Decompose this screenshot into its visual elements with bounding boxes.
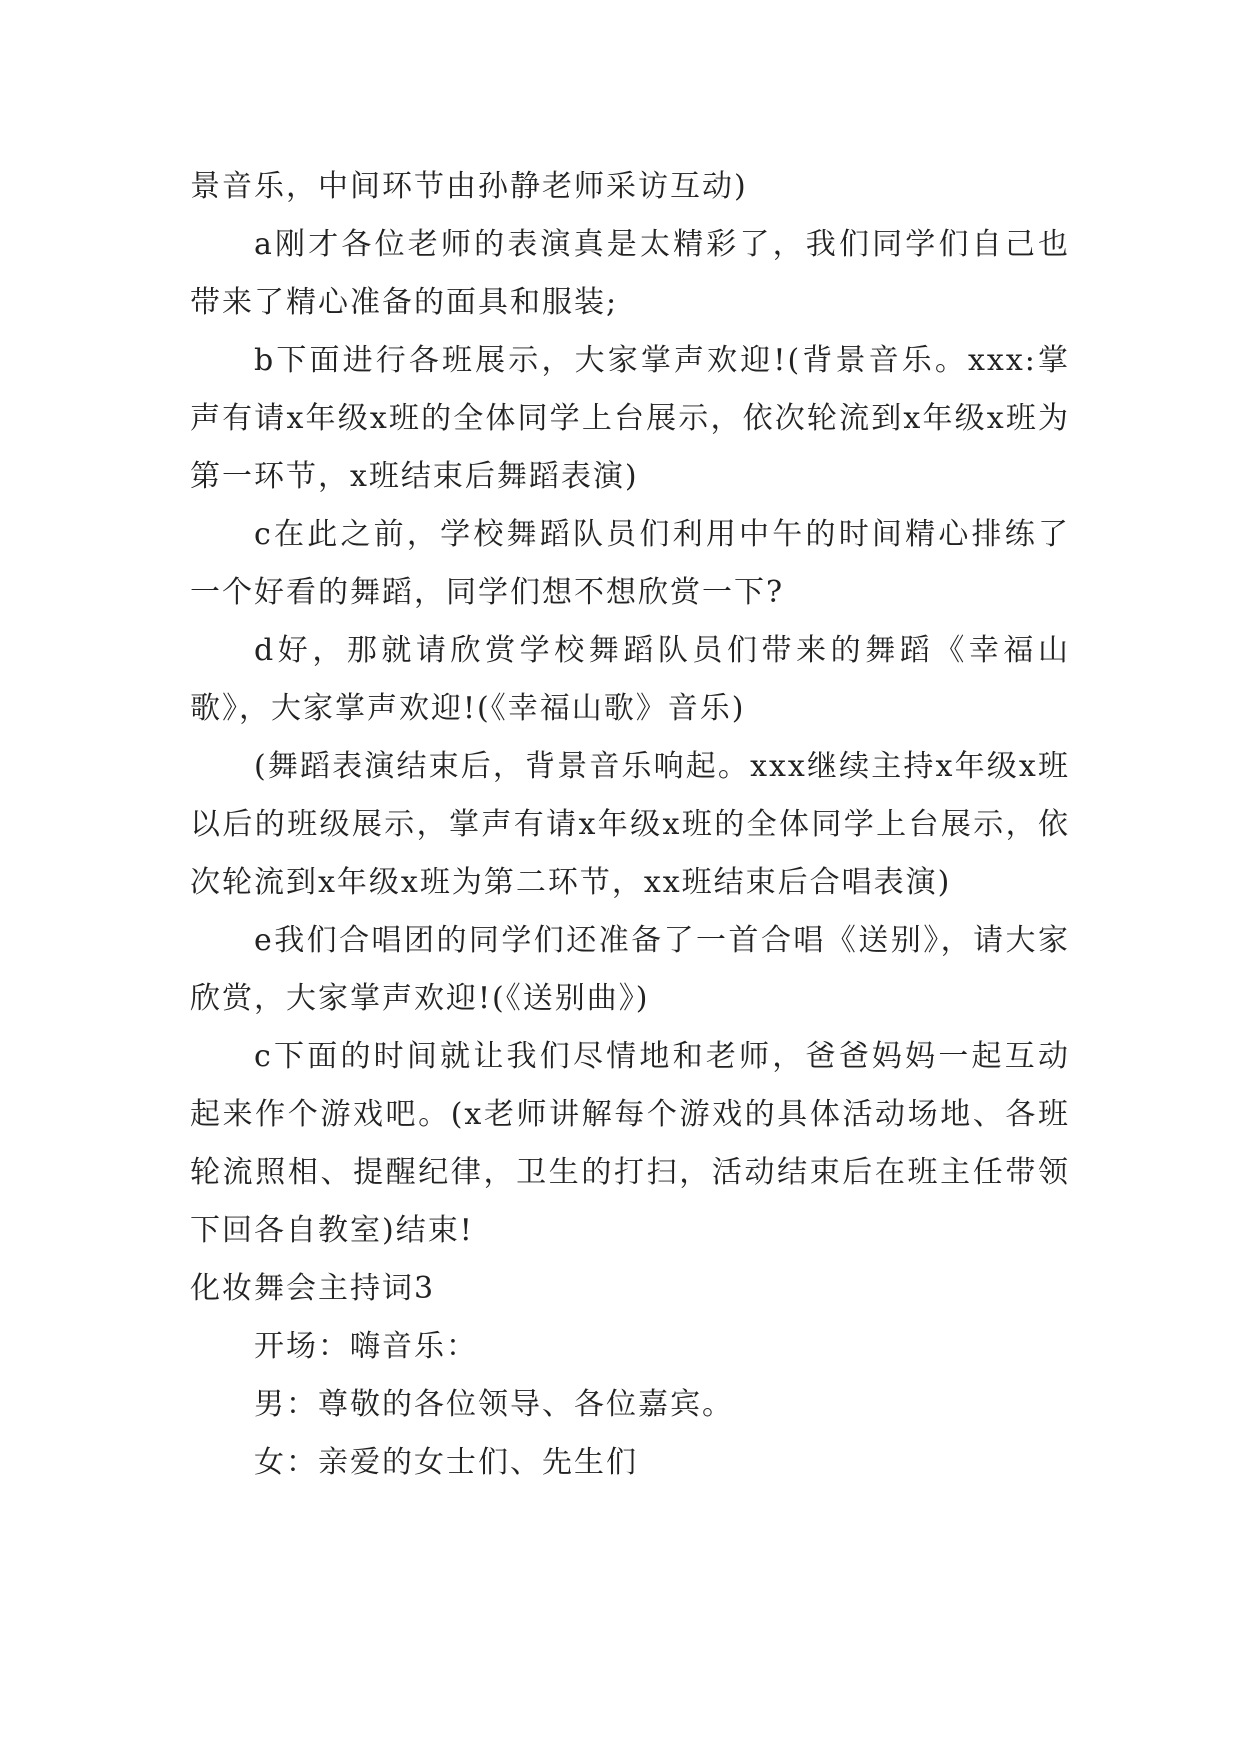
paragraph-stage-note: (舞蹈表演结束后，背景音乐响起。xxx继续主持x年级x班以后的班级展示，掌声有请x年级x班的全体同学上台展示，依次轮流到x年级x班为第二环节，xx班结束后合唱表演) (190, 749, 1070, 900)
paragraph-c: c在此之前，学校舞蹈队员们利用中午的时间精心排练了一个好看的舞蹈，同学们想不想欣赏一下? (190, 517, 1070, 610)
document-body (190, 158, 1070, 1492)
paragraph-b: b下面进行各班展示，大家掌声欢迎!(背景音乐。xxx:掌声有请x年级x班的全体同学上台展示，依次轮流到x年级x班为第一环节，x班结束后舞蹈表演) (190, 343, 1070, 494)
paragraph-e: e我们合唱团的同学们还准备了一首合唱《送别》，请大家欣赏，大家掌声欢迎!(《送别曲》) (190, 923, 1070, 1016)
section-title: 化妆舞会主持词3 (190, 1271, 436, 1306)
paragraph-d: d好，那就请欣赏学校舞蹈队员们带来的舞蹈《幸福山歌》，大家掌声欢迎!(《幸福山歌》音乐) (190, 633, 1070, 726)
paragraph-a: a刚才各位老师的表演真是太精彩了，我们同学们自己也带来了精心准备的面具和服装; (190, 227, 1070, 320)
paragraph-c-games: c下面的时间就让我们尽情地和老师，爸爸妈妈一起互动起来作个游戏吧。(x老师讲解每个游戏的具体活动场地、各班轮流照相、提醒纪律，卫生的打扫，活动结束后在班主任带领下回各自教室)结束! (190, 1039, 1070, 1248)
paragraph-continuation: 景音乐，中间环节由孙静老师采访互动) (190, 169, 748, 204)
section-paragraph-female: 女：亲爱的女士们、先生们 (254, 1445, 638, 1480)
section-paragraph-opening: 开场：嗨音乐： (254, 1329, 478, 1364)
section-paragraph-male: 男：尊敬的各位领导、各位嘉宾。 (254, 1387, 734, 1422)
